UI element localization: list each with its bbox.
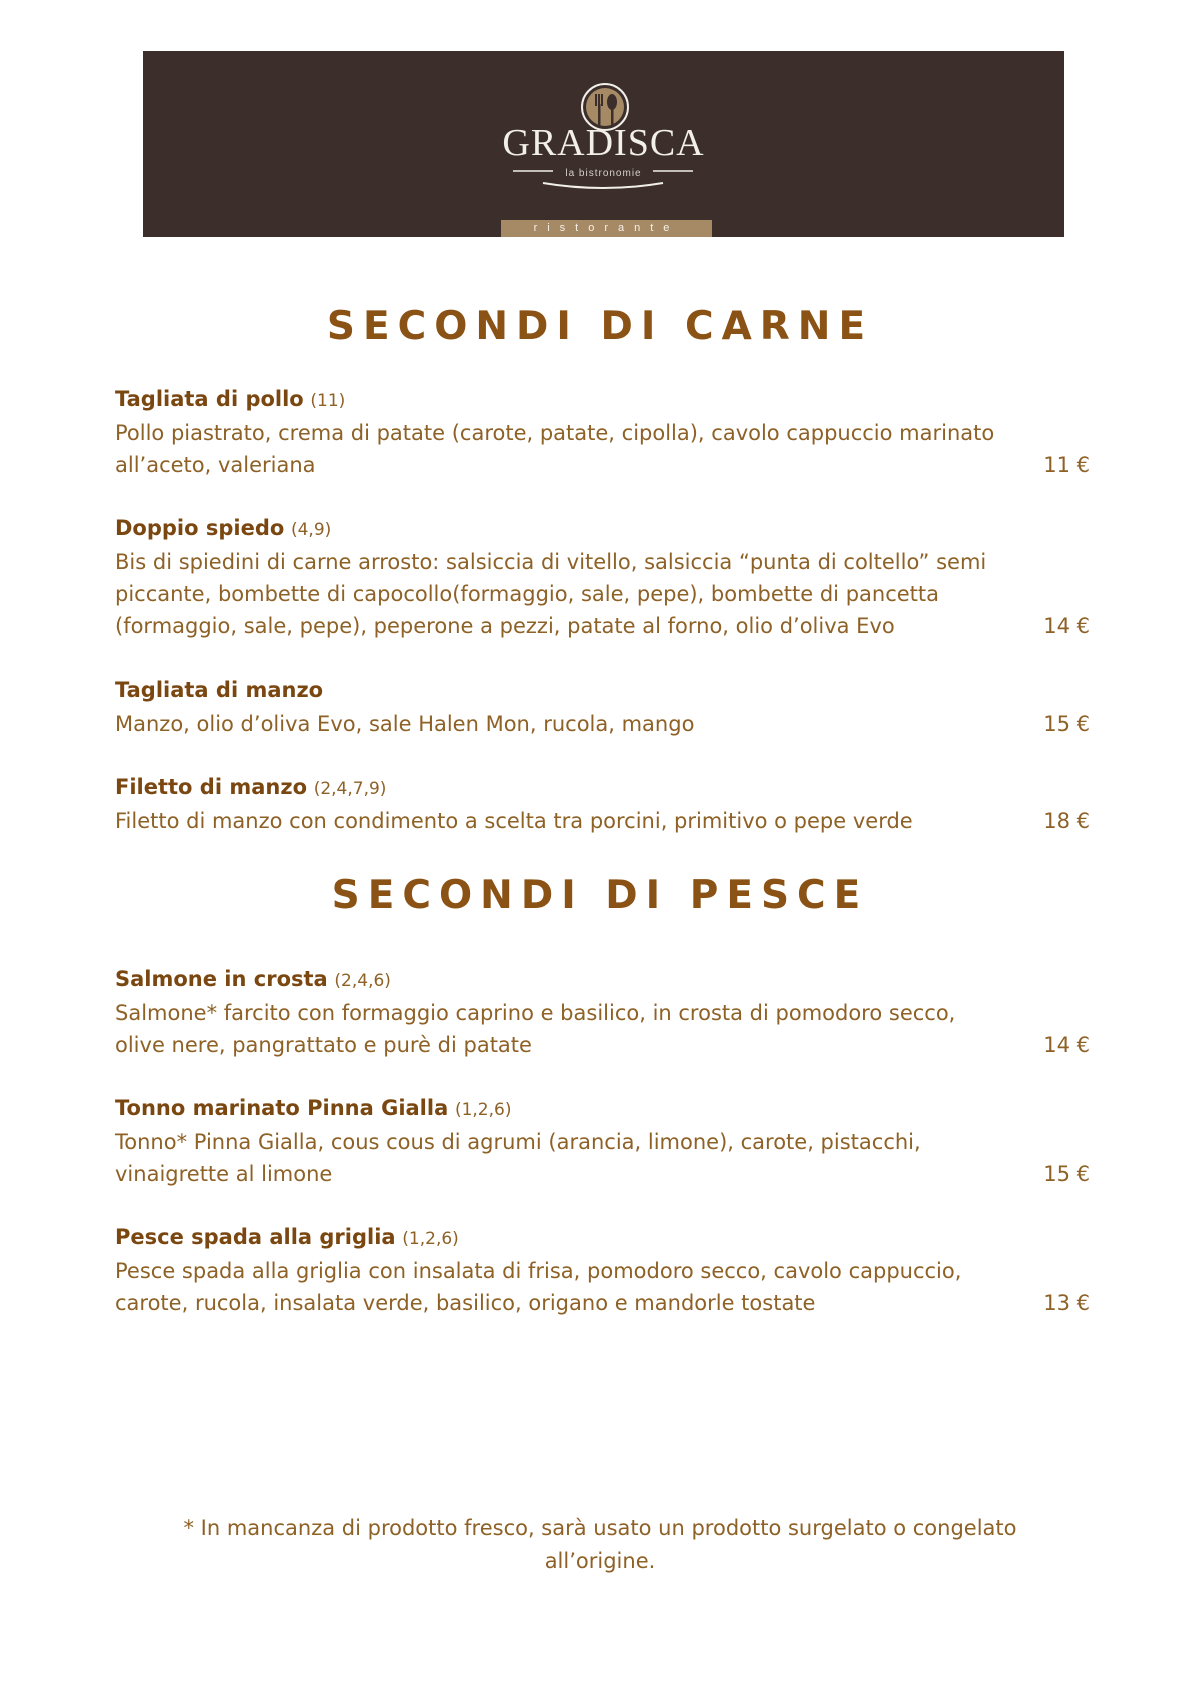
brand-tagline: la bistronomie bbox=[565, 168, 642, 179]
note-line: all’origine. bbox=[544, 1549, 656, 1573]
menu-item bbox=[115, 771, 1090, 837]
brand-name: GRADISCA bbox=[502, 122, 705, 164]
dish-name: Pesce spada alla griglia bbox=[115, 1225, 396, 1249]
dish-price: 15 € bbox=[1043, 1162, 1090, 1186]
ristorante-label: ristorante bbox=[501, 220, 712, 237]
dish-name: Tagliata di manzo bbox=[115, 678, 324, 702]
dish-price: 11 € bbox=[1043, 453, 1090, 477]
dish-description: Pesce spada alla griglia con insalata di frisa, pomodoro secco, cavolo cappuccio, carote, rucola, insalata verde, basilico, origano e mandorle tostate bbox=[115, 1259, 962, 1315]
section-title-carne: SECONDI DI CARNE bbox=[326, 304, 874, 349]
menu-item bbox=[115, 512, 1090, 642]
dish-price: 14 € bbox=[1043, 1033, 1090, 1057]
header-banner bbox=[143, 51, 1064, 237]
dish-price: 13 € bbox=[1043, 1291, 1090, 1315]
dish-description: Salmone* farcito con formaggio caprino e basilico, in crosta di pomodoro secco, olive nere, pangrattato e purè di patate bbox=[115, 1001, 956, 1057]
dish-name: Doppio spiedo bbox=[115, 516, 285, 540]
dish-allergens: (2,4,6) bbox=[334, 971, 391, 991]
note-line: * In mancanza di prodotto fresco, sarà usato un prodotto surgelato o congelato bbox=[183, 1516, 1017, 1540]
menu-item bbox=[115, 674, 1090, 740]
dish-allergens: (1,2,6) bbox=[402, 1229, 459, 1249]
dish-description: Tonno* Pinna Gialla, cous cous di agrumi (arancia, limone), carote, pistacchi, vinaigrette al limone bbox=[115, 1130, 921, 1186]
dish-description: Manzo, olio d’oliva Evo, sale Halen Mon, rucola, mango bbox=[115, 712, 695, 736]
dish-description: Bis di spiedini di carne arrosto: salsiccia di vitello, salsiccia “punta di coltello” semi piccante, bombette di capocollo(formaggio, sale, pepe), bombette di pancetta (formaggio, sale, pepe), peperone a pezzi, patate al forno, olio d’oliva Evo bbox=[115, 550, 987, 638]
menu-item bbox=[115, 383, 1090, 481]
dish-name: Salmone in crosta bbox=[115, 967, 328, 991]
dish-name: Filetto di manzo bbox=[115, 775, 307, 799]
frozen-product-note bbox=[150, 1512, 1050, 1578]
dish-price: 14 € bbox=[1043, 614, 1090, 638]
menu-item bbox=[115, 1092, 1090, 1190]
dish-description: Pollo piastrato, crema di patate (carote, patate, cipolla), cavolo cappuccio marinato all’aceto, valeriana bbox=[115, 421, 995, 477]
dish-price: 15 € bbox=[1043, 712, 1090, 736]
dish-description: Filetto di manzo con condimento a scelta tra porcini, primitivo o pepe verde bbox=[115, 809, 913, 833]
dish-allergens: (2,4,7,9) bbox=[313, 779, 387, 799]
dish-price: 18 € bbox=[1043, 809, 1090, 833]
section-title-pesce: SECONDI DI PESCE bbox=[331, 873, 869, 918]
dish-allergens: (4,9) bbox=[290, 520, 332, 540]
menu-item bbox=[115, 1221, 1090, 1319]
dish-allergens: (11) bbox=[310, 391, 346, 411]
menu-item bbox=[115, 963, 1090, 1061]
dish-allergens: (1,2,6) bbox=[454, 1100, 512, 1120]
dish-name: Tagliata di pollo bbox=[115, 387, 304, 411]
dish-name: Tonno marinato Pinna Gialla bbox=[115, 1096, 449, 1120]
